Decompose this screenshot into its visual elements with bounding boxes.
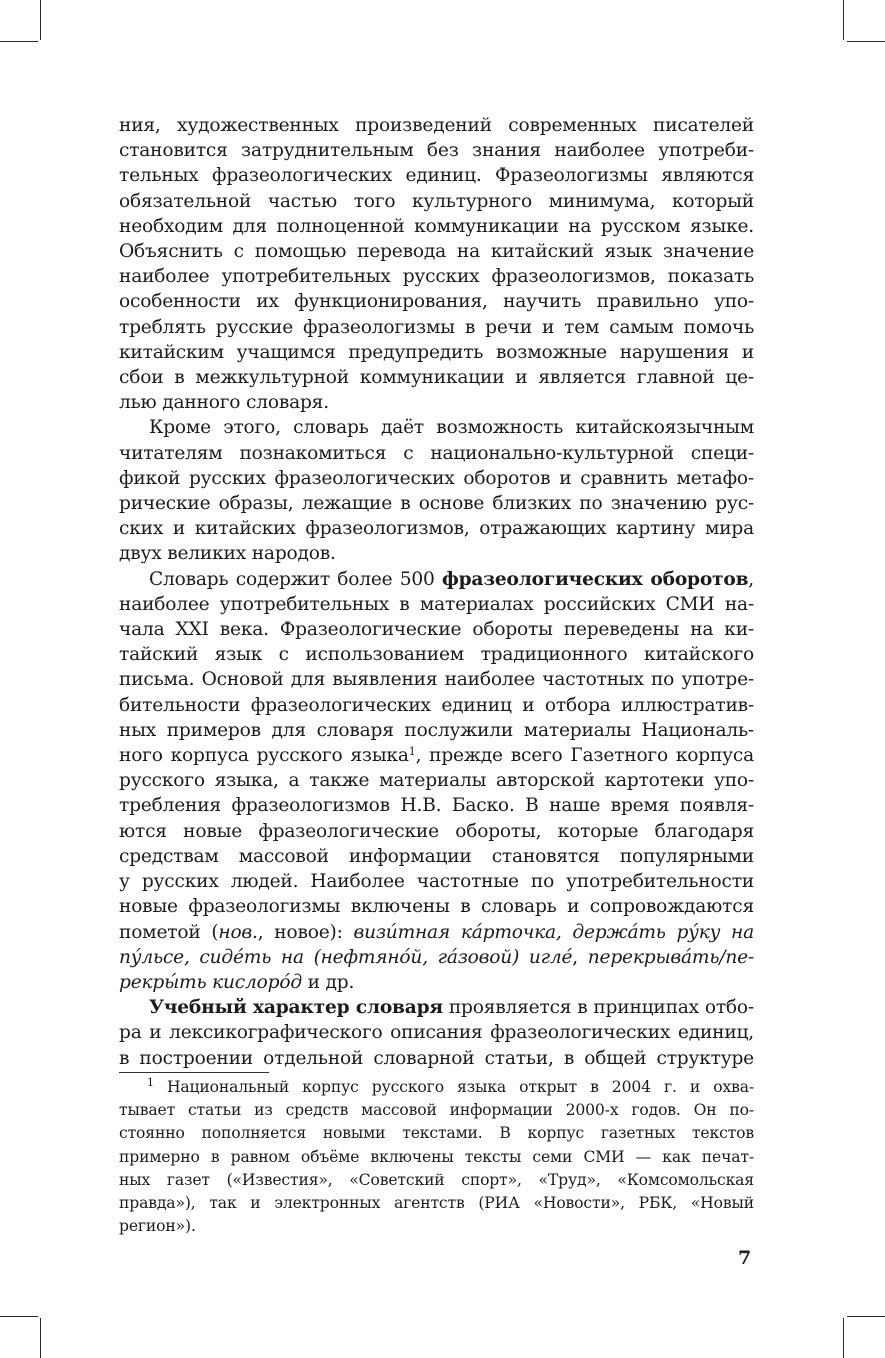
- paragraph-1: [119, 113, 754, 415]
- text-line: китайским учащимся предупредить возможные нарушения и: [119, 341, 754, 363]
- text-line: читателям познакомиться с национально-культурной специ-: [119, 442, 754, 464]
- crop-mark: [843, 0, 844, 40]
- text-line: Кроме этого, словарь даёт возможность китайскоязычным: [149, 417, 754, 439]
- text-line: требления фразеологизмов Н.В. Баско. В наше время появля-: [119, 795, 754, 817]
- text-line: ются новые фразеологические обороты, которые благодаря: [119, 820, 754, 842]
- text-line: двух великих народов.: [119, 543, 336, 565]
- text-line: тайский язык с использованием традиционного китайского: [119, 644, 754, 666]
- bold-term: фразеологических оборотов: [442, 568, 749, 590]
- text-line: рические образы, лежащие в основе близких по значению рус-: [119, 493, 754, 515]
- text-line: ра и лексикографического описания фразеологических единиц,: [119, 1022, 754, 1044]
- footnote-line: примерно в равном объёме включены тексты семи СМИ — как печат-: [119, 1147, 754, 1166]
- footnote-marker: 1: [147, 1076, 154, 1089]
- crop-mark: [847, 41, 885, 42]
- crop-mark: [843, 1318, 844, 1358]
- footnote-line: $^1$ Национальный корпус русского языка открыт в 2004 г. и охва-: [147, 1076, 754, 1096]
- text-line: в построении отдельной словарной статьи, в общей структуре: [119, 1047, 754, 1069]
- footnote-line: регион»).: [119, 1217, 196, 1236]
- text-line: наиболее употребительных русских фразеологизмов, показать: [119, 266, 754, 288]
- text-line: письма. Основой для выявления наиболее частотных по употре-: [119, 669, 754, 691]
- crop-mark: [0, 41, 38, 42]
- text-line: необходим для полноценной коммуникации на русском языке.: [119, 215, 754, 237]
- crop-mark: [40, 1318, 41, 1358]
- text-line: Словарь содержит более 500 фразеологических оборотов,: [149, 568, 755, 590]
- text-line: тельных фразеологических единиц. Фразеологизмы являются: [119, 165, 754, 187]
- text-line: ных примеров для словаря послужили материалы Националь-: [119, 719, 754, 741]
- text-line: пометой (нов., новое): визи́тная ка́рточка, держа́ть ру́ку на: [119, 921, 754, 943]
- text-line: бительности фразеологических единиц и отбора иллюстратив-: [119, 694, 754, 716]
- paragraph-2: [119, 415, 754, 566]
- text-line: обязательной частью того культурного минимума, который: [119, 190, 754, 212]
- text-line: становится затруднительным без знания наиболее употреби-: [119, 140, 754, 162]
- footnote-ref[interactable]: 1: [408, 745, 416, 759]
- text-line: треблять русские фразеологизмы в речи и тем самым помочь: [119, 316, 754, 338]
- paragraph-4: [119, 995, 754, 1071]
- text-line: лью данного словаря.: [119, 392, 329, 414]
- text-line: у русских людей. Наиболее частотные по употребительности: [119, 871, 754, 893]
- text-line: чала XXI века. Фразеологические обороты переведены на ки-: [119, 619, 754, 641]
- example-phrase: пу́льсе, сиде́ть на (нефтяно́й, га́зовой) игле́: [119, 946, 573, 968]
- bold-term: Учебный характер словаря: [149, 997, 443, 1019]
- text-line: Объяснить с помощью перевода на китайский язык значение: [119, 241, 754, 263]
- footnote-line: тывает статьи из средств массовой информации 2000-х годов. Он по-: [119, 1101, 754, 1120]
- example-phrase: рекры́ть кислоро́д: [119, 971, 302, 993]
- text-line: особенности их функционирования, научить правильно упо-: [119, 291, 754, 313]
- text-line: Учебный характер словаря проявляется в принципах отбо-: [149, 997, 754, 1019]
- footnote-line: ных газет («Известия», «Советский спорт», «Труд», «Комсомольская: [119, 1170, 754, 1189]
- example-phrase: визи́тная ка́рточка, держа́ть ру́ку на: [353, 921, 754, 943]
- paragraph-3: [119, 567, 754, 995]
- text-line: пу́льсе, сиде́ть на (нефтяно́й, га́зовой) игле́, перекрыва́ть/пе-: [119, 946, 754, 968]
- text-line: средствам массовой информации становятся популярными: [119, 845, 754, 867]
- text-line: ного корпуса русского языка$^1$, прежде всего Газетного корпуса: [119, 745, 755, 767]
- text-line: новые фразеологизмы включены в словарь и сопровождаются: [119, 896, 754, 918]
- example-phrase: перекрыва́ть/пе-: [587, 946, 754, 968]
- body-text: [119, 113, 754, 1071]
- footnote-line: правда»), так и электронных агентств (РИА «Новости», РБК, «Новый: [119, 1194, 754, 1213]
- page-number: 7: [738, 1247, 752, 1269]
- text-line: рекры́ть кислоро́д и др.: [119, 971, 355, 993]
- text-line: ских и китайских фразеологизмов, отражающих картину мира: [119, 518, 754, 540]
- footnote-divider: [119, 1072, 269, 1073]
- footnote-line: стоянно пополняется новыми текстами. В корпус газетных текстов: [119, 1124, 754, 1143]
- crop-mark: [0, 1316, 38, 1317]
- crop-mark: [40, 0, 41, 40]
- crop-mark: [847, 1316, 885, 1317]
- text-line: фикой русских фразеологических оборотов и сравнить метафо-: [119, 467, 754, 489]
- text-line: ния, художественных произведений современных писателей: [119, 115, 754, 136]
- text-line: сбои в межкультурной коммуникации и является главной це-: [119, 367, 754, 389]
- text-line: наиболее употребительных в материалах российских СМИ на-: [119, 593, 754, 615]
- text-line: русского языка, а также материалы авторской картотеки упо-: [119, 770, 754, 792]
- footnote: [119, 1076, 754, 1238]
